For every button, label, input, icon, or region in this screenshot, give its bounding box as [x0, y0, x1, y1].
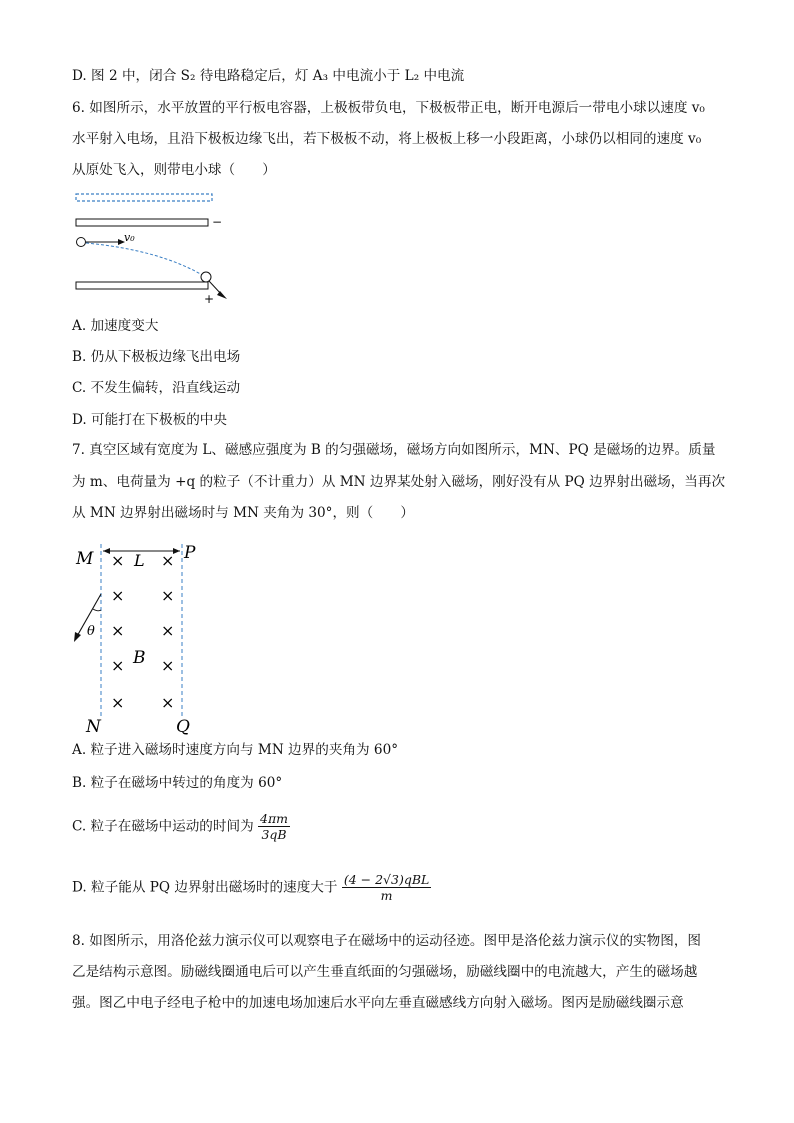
- field-cross: ×: [111, 656, 125, 675]
- q7-option-c: [72, 811, 290, 842]
- q6-option-b: B. 仍从下极板边缘飞出电场: [72, 349, 241, 365]
- label-theta: θ: [87, 624, 95, 639]
- q7-option-d: [72, 872, 431, 903]
- q7-option-a: A. 粒子进入磁场时速度方向与 MN 边界的夹角为 60°: [72, 742, 399, 758]
- q6-capacitor-figure: [70, 188, 250, 308]
- field-cross: ×: [161, 586, 175, 605]
- upper-plate: [76, 219, 208, 226]
- field-cross: ×: [161, 656, 175, 675]
- lower-plate: [76, 282, 208, 289]
- field-cross: ×: [161, 621, 175, 640]
- label-L: L: [134, 551, 145, 570]
- exit-velocity-arrowhead: [74, 632, 81, 642]
- field-cross: ×: [111, 551, 125, 570]
- label-P: P: [184, 543, 196, 563]
- label-M: M: [76, 549, 94, 569]
- moved-upper-plate-dashed: [76, 194, 212, 201]
- plus-sign: +: [204, 292, 215, 306]
- q7-option-c-text: C. 粒子在磁场中运动的时间为: [72, 818, 254, 835]
- fraction-numerator: 4πm: [260, 811, 289, 826]
- angle-arc: [93, 609, 101, 611]
- label-B: B: [133, 648, 146, 668]
- q6-stem-line-1: 6. 如图所示，水平放置的平行板电容器，上极板带负电，下极板带正电，断开电源后一带电小球以速度 v₀: [72, 100, 705, 116]
- q6-stem-line-3: 从原处飞入，则带电小球（ ）: [72, 162, 276, 178]
- width-arrowhead-left: [103, 548, 110, 554]
- q7-option-d-text: D. 粒子能从 PQ 边界射出磁场时的速度大于: [72, 879, 338, 896]
- q7-magnetic-field-figure: [70, 538, 210, 738]
- q7-option-b: B. 粒子在磁场中转过的角度为 60°: [72, 775, 283, 791]
- field-cross: ×: [111, 621, 125, 640]
- field-cross: ×: [161, 693, 175, 712]
- q7-option-c-fraction: [258, 811, 290, 842]
- q7-stem-line-1: 7. 真空区域有宽度为 L、磁感应强度为 B 的匀强磁场，磁场方向如图所示，MN、PQ 是磁场的边界。质量: [72, 442, 716, 458]
- q8-stem-line-2: 乙是结构示意图。励磁线圈通电后可以产生垂直纸面的匀强磁场，励磁线圈中的电流越大，产生的磁场越: [72, 964, 698, 980]
- q7-stem-line-3: 从 MN 边界射出磁场时与 MN 夹角为 30°，则（ ）: [72, 505, 415, 521]
- q8-stem-line-1: 8. 如图所示，用洛伦兹力演示仪可以观察电子在磁场中的运动径迹。图甲是洛伦兹力演示仪的实物图，图: [72, 933, 702, 949]
- minus-sign: −: [212, 215, 223, 229]
- q5-option-d: D. 图 2 中，闭合 S₂ 待电路稳定后，灯 A₃ 中电流小于 L₂ 中电流: [72, 68, 465, 84]
- exit-arrowhead: [217, 291, 227, 299]
- ball-start: [77, 238, 86, 247]
- fraction-denominator: 3qB: [261, 827, 287, 842]
- fraction-denominator: m: [380, 888, 393, 903]
- ball-end: [201, 272, 211, 282]
- q6-stem-line-2: 水平射入电场，且沿下极板边缘飞出，若下极板不动，将上极板上移一小段距离，小球仍以相同的速度 v₀: [72, 131, 702, 147]
- fraction-numerator: (4 − 2√3)qBL: [343, 872, 430, 887]
- q6-option-a: A. 加速度变大: [72, 318, 159, 334]
- q8-stem-line-3: 强。图乙中电子经电子枪中的加速电场加速后水平向左垂直磁感线方向射入磁场。图丙是励磁线圈示意: [72, 995, 684, 1011]
- q7-stem-line-2: 为 m、电荷量为 +q 的粒子（不计重力）从 MN 边界某处射入磁场，刚好没有从 PQ 边界射出磁场，当再次: [72, 474, 726, 490]
- label-Q: Q: [176, 717, 190, 737]
- q6-option-c: C. 不发生偏转，沿直线运动: [72, 380, 241, 396]
- label-N: N: [86, 717, 101, 737]
- velocity-label: v₀: [124, 231, 135, 244]
- trajectory-dashed: [86, 243, 204, 276]
- q6-option-d: D. 可能打在下极板的中央: [72, 412, 227, 428]
- q7-option-d-fraction: [342, 872, 432, 903]
- field-cross: ×: [111, 586, 125, 605]
- field-cross: ×: [161, 551, 175, 570]
- field-cross: ×: [111, 693, 125, 712]
